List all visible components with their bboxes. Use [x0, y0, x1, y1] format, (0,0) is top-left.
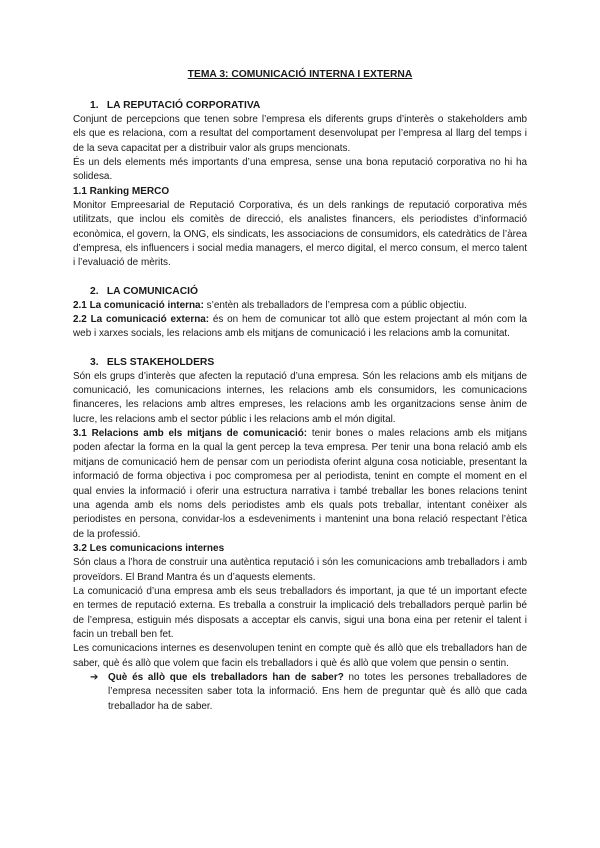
section-number: 2. [90, 285, 99, 297]
term-text: és on hem de comunicar tot allò que estem projectant al món com la web i xarxes socials, les relacions amb els mitjans de comunicació i les relacions amb la comunitat. [73, 314, 527, 340]
spacer [73, 342, 527, 356]
section-number: 3. [90, 356, 99, 368]
section-heading-comunicacio [73, 285, 527, 299]
paragraph: Són els grups d’interès que afecten la reputació d’una empresa. Són les relacions amb els mitjans de comunicació, les comunicacions internes, les relacions amb els consumidors, les comunicacions financeres, les relacions amb altres empreses, les relacions amb les organitzacions sense ànim de lucre, les relacions amb el sector públic i les relacions amb el món digital. [73, 370, 527, 425]
paragraph: Són claus a l’hora de construir una autèntica reputació i són les comunicacions amb treballadors i amb proveïdors. El Brand Mantra és un d’aquests elements. [73, 557, 527, 583]
arrow-icon: ➔ [90, 671, 99, 683]
paragraph-comunicacio-externa [73, 313, 527, 342]
term-label: 2.1 La comunicació interna: [73, 299, 204, 311]
section-heading-stakeholders [73, 356, 527, 370]
paragraph: És un dels elements més importants d’una empresa, sense una bona reputació corporativa no hi ha solidesa. [73, 157, 527, 183]
document-title: TEMA 3: COMUNICACIÓ INTERNA I EXTERNA [187, 69, 413, 80]
term-label: 3.1 Relacions amb els mitjans de comunicació: [73, 428, 308, 440]
section-number: 1. [90, 100, 99, 111]
paragraph-relacions-mitjans [73, 427, 527, 542]
paragraph: Monitor Empreesarial de Reputació Corporativa, és un dels rankings de reputació corporativa més utilitzats, que inclou els comitès de direcció, els analistes financers, els periodistes d’informació econòmica, el govern, la ONG, els sindicats, les associacions de consumidors, els catedràtics de l’àrea d’empresa, els influencers i social media managers, el merco digital, el merco consum, el merco talent i l’evaluació de mèrits. [73, 200, 527, 269]
bullet-text [108, 671, 527, 714]
document-page [73, 68, 527, 714]
bullet-item [73, 671, 527, 714]
section-title: ELS STAKEHOLDERS [106, 356, 215, 368]
section-title: LA COMUNICACIÓ [106, 285, 199, 297]
term-text: tenir bones o males relacions amb els mitjans poden afectar la forma en la qual la gent percep la teva empresa. Per tenir una bona relació amb els mitjans de comunicació hem de pensar com un periodista oferint alguna cosa noticiable, presentant la informació de forma objectiva i poc compromesa per al periodista, tenint en compte el moment en el qual envies la informació i oferir una estructura narrativa i també treballar les bones relacions tenint una agenda amb els noms dels periodistes amb els quals pots treballar, intentant conèixer als periodistes en persona, convidar-los a esdeveniments i mantenint una bona relació respectant l’ètica de la professió. [73, 428, 527, 540]
spacer [73, 271, 527, 285]
subheading-comunicacions-internes: 3.2 Les comunicacions internes [73, 542, 225, 554]
paragraph: Conjunt de percepcions que tenen sobre l’empresa els diferents grups d’interès o stakeholders amb els que es relaciona, com a resultat del comportament desenvolupat per l’empresa al llarg del temps i de la seva capacitat per a distribuir valor als grups mencionats. [73, 114, 527, 154]
section-title: LA REPUTACIÓ CORPORATIVA [106, 100, 261, 111]
term-text: s’entèn als treballadors de l’empresa com a públic objectiu. [203, 299, 467, 311]
bullet-label: Què és allò que els treballadors han de saber? [108, 671, 344, 683]
paragraph: Les comunicacions internes es desenvolupen tenint en compte què és allò que els treballadors han de saber, què és allò que volem que facin els treballadors i què és allò que volem que pensin o sentin. [73, 643, 527, 669]
section-heading-reputacio [73, 99, 527, 113]
paragraph-comunicacio-interna [73, 299, 527, 313]
subheading-ranking-merco: 1.1 Ranking MERCO [73, 185, 170, 197]
paragraph: La comunicació d’una empresa amb els seus treballadors és important, ja que té un important efecte en termes de reputació externa. Es treballa a construir la implicació dels treballadors perquè parlin bé de l’empresa, estiguin més disposats a acceptar els canvis, sigui una bona eina per retenir el talent i facin un treball ben fet. [73, 585, 527, 640]
bullet-body: no totes les persones treballadores de l’empresa necessiten saber tota la informació. Ens hem de preguntar què és allò que cada treballador ha de saber. [108, 671, 527, 712]
term-label: 2.2 La comunicació externa: [73, 314, 210, 326]
